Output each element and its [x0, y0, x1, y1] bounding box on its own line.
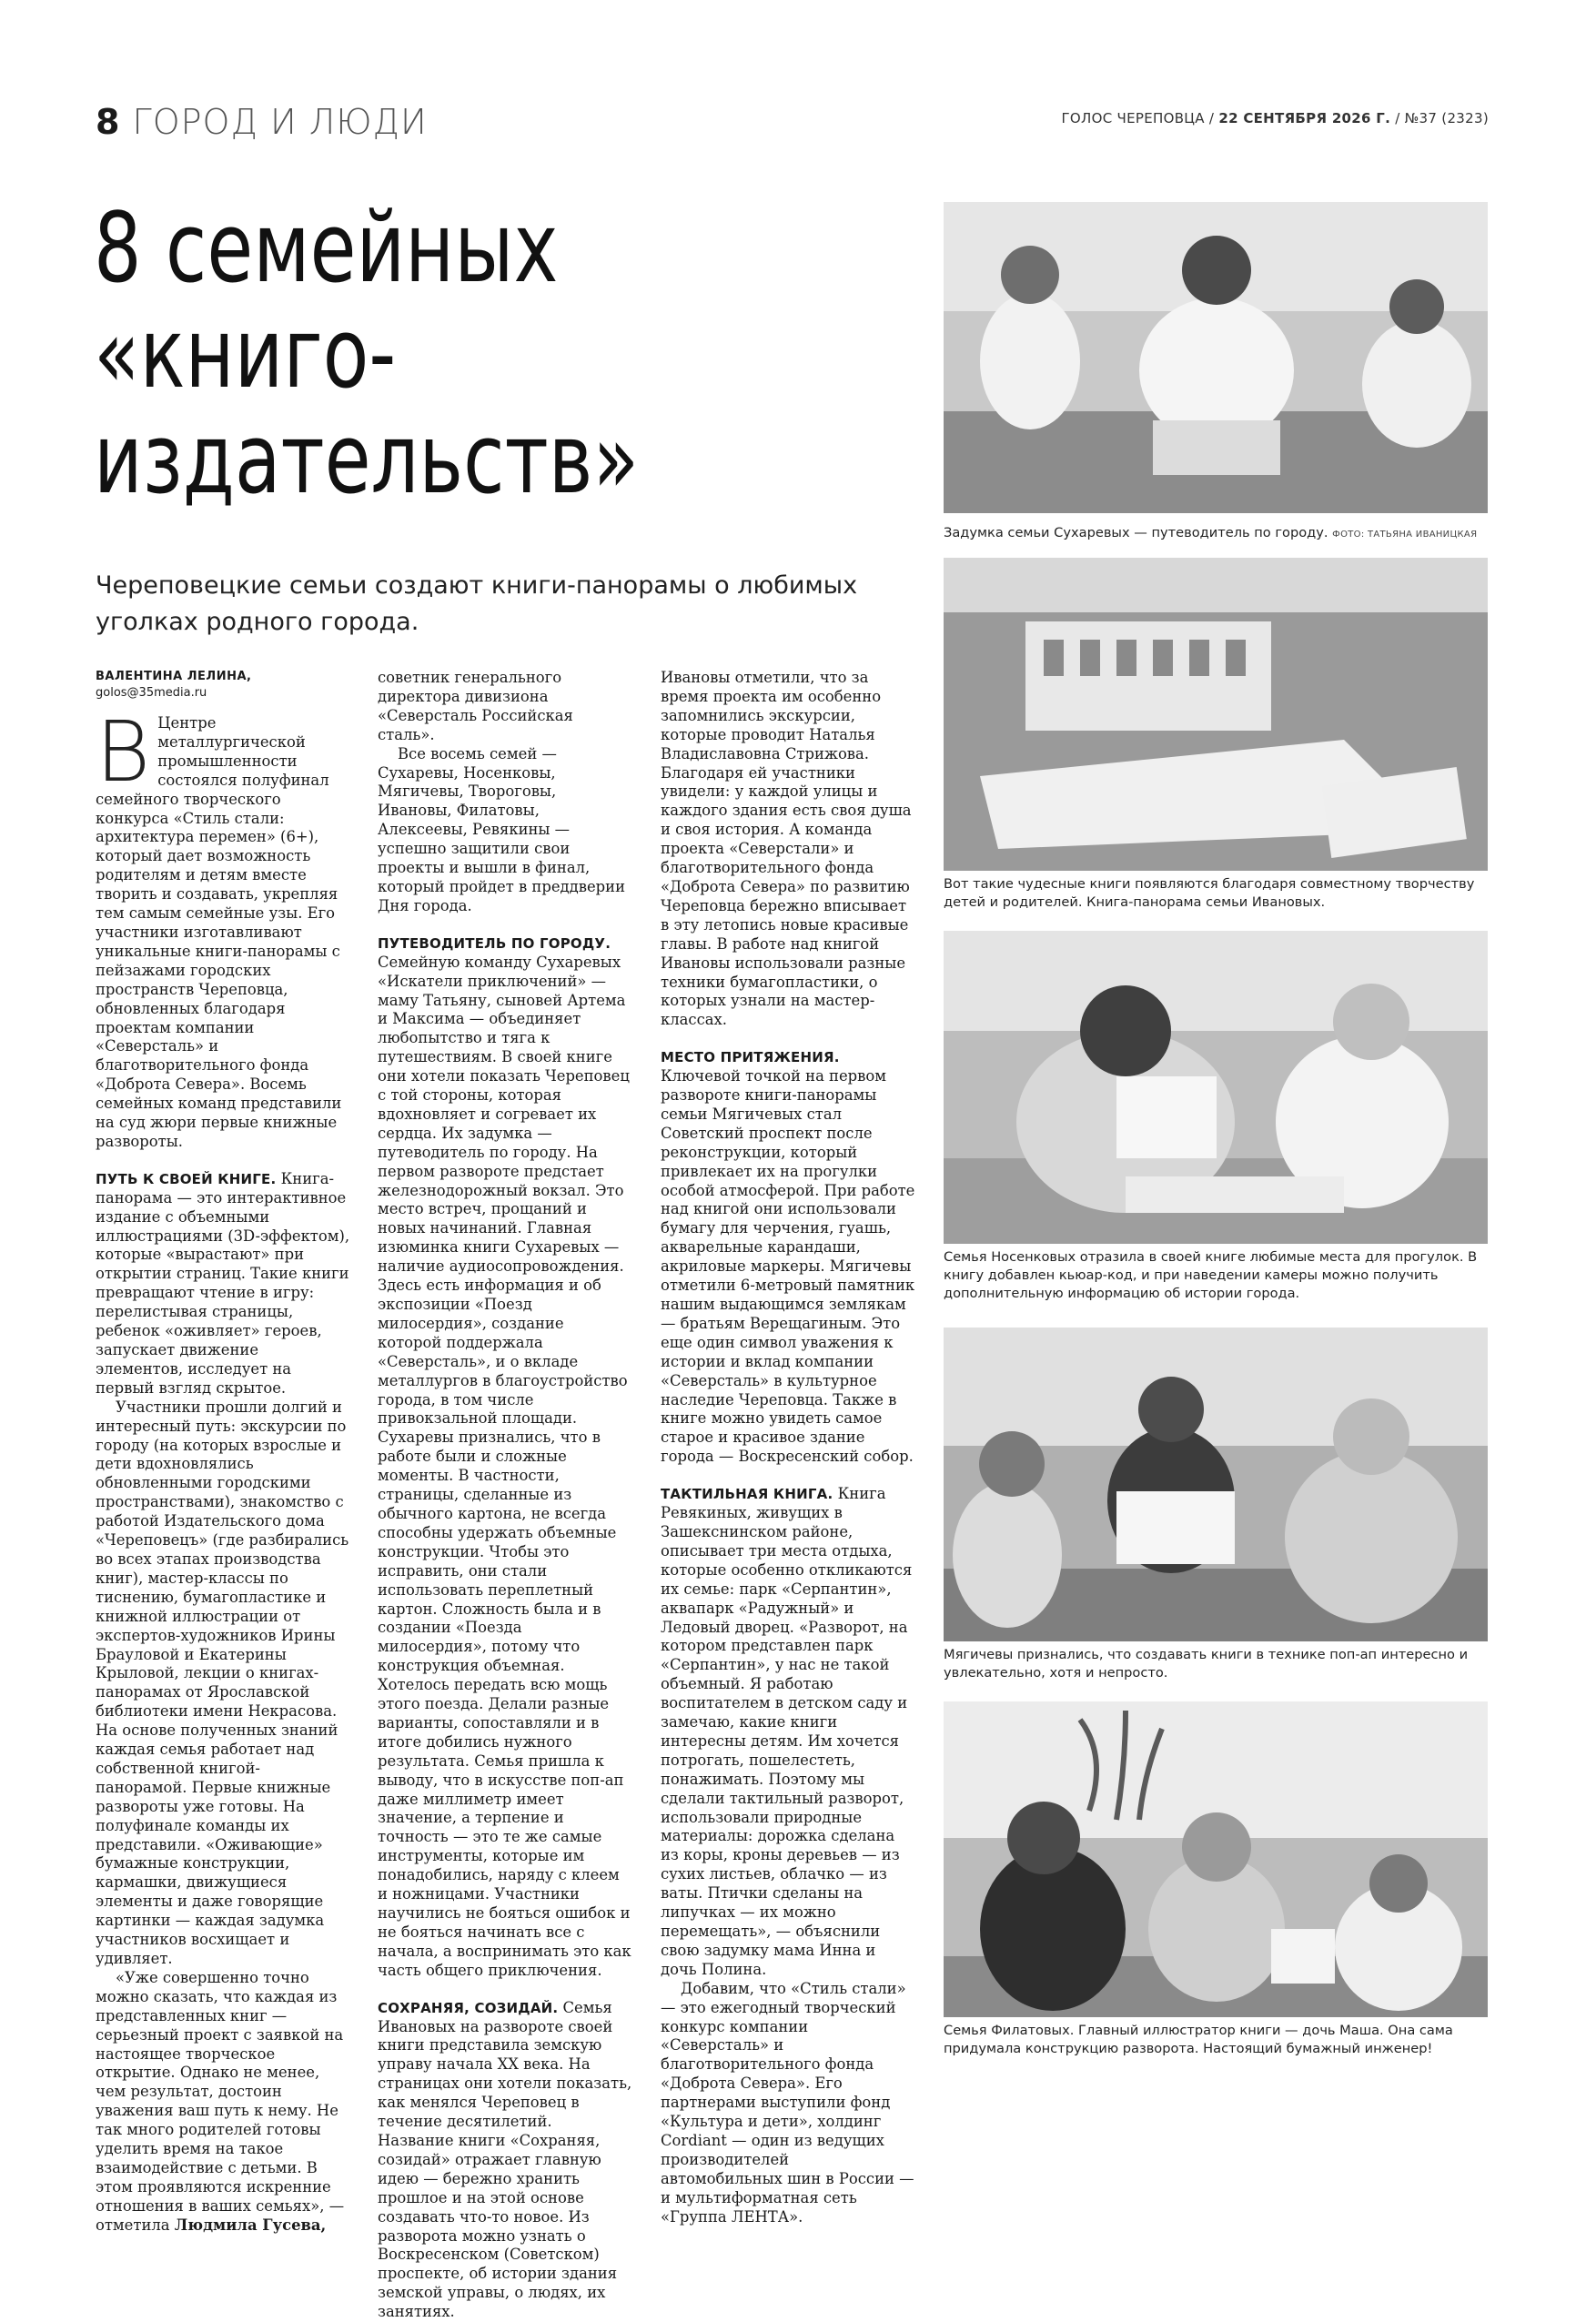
photo-myagichev-family — [944, 1328, 1488, 1641]
photo-caption: Семья Филатовых. Главный иллюстратор книги — дочь Маша. Она сама придумала конструкцию разворота. Настоящий бумажный инженер! — [944, 2023, 1453, 2056]
page-number: 8 — [96, 102, 121, 142]
headline-line: «книго- — [94, 298, 397, 409]
article-paragraph: «Уже совершенно точно можно сказать, что каждая из представленных книг — серьезный проект с заявкой на настоящее творческое открытие. Однако не менее, чем результат, достоин уважения ваш путь к нему. Не так много родителей готовы уделить время на такое взаимодействие с детьми. В этом проявляются искренние отношения в ваших семьях», — отметила Людмила Гусева, — [96, 1968, 345, 2234]
issue-number: / №37 (2323) — [1395, 110, 1489, 126]
subhead: ТАКТИЛЬНАЯ КНИГА. — [661, 1486, 833, 1503]
issue-date: 22 СЕНТЯБРЯ 2026 Г. — [1218, 110, 1391, 126]
photo-sukharev-family — [944, 202, 1488, 513]
photo-caption: Мягичевы признались, что создавать книги в технике поп-ап интересно и увлекательно, хотя и непросто. — [944, 1647, 1469, 1681]
headline-line: 8 семейных — [94, 192, 559, 304]
article-paragraph: МЕСТО ПРИТЯЖЕНИЯ. Ключевой точкой на первом развороте книги-панорамы семьи Мягичевых стал Советский проспект после реконструкции, который привлекает их на прогулки особой атмосферой. При работе над книгой они использовали бумагу для черчения, гуашь, акварельные карандаши, акриловые маркеры. Мягичевы отметили 6-метровый памятник нашим выдающимся землякам — братьям Верещагиным. Это еще один символ уважения к истории и вклад компании «Северсталь» в культурное наследие Череповца. Также в книге можно увидеть самое старое и красивое здание города — Воскресенский собор. — [661, 1049, 915, 1466]
section-title: ГОРОД И ЛЮДИ — [132, 102, 428, 142]
article-paragraph: Добавим, что «Стиль стали» — это ежегодный творческий конкурс компании «Северсталь» и благотворительного фонда «Доброта Севера». Его партнерами выступили фонд «Культура и дети», холдинг Cordiant — один из ведущих производителей автомобильных шин в России — и мультиформатная сеть «Группа ЛЕНТА». — [661, 1979, 914, 2226]
subhead: СОХРАНЯЯ, СОЗИДАЙ. — [378, 1999, 559, 2016]
article-column-2 — [378, 669, 632, 2322]
article-paragraph: ТАКТИЛЬНАЯ КНИГА. Книга Ревякиных, живущих в Зашекснинском районе, описывает три места отдыха, которые особенно откликаются их семье: парк «Серпантин», аквапарк «Радужный» и Ледовый дворец. «Разворот, на котором представлен парк «Серпантин», у нас не такой объемный. Я работаю воспитателем в детском саду и замечаю, какие книги интересны детям. Им хочется потрогать, пошелестеть, понажимать. Поэтому мы сделали тактильный разворот, использовали природные материалы: дорожка сделана из коры, кроны деревьев — из сухих листьев, облачко — из ваты. Птички сделаны на липучках — их можно перемещать», — объяснили свою задумку мама Инна и дочь Полина. — [661, 1485, 913, 1978]
subhead: ПУТЕВОДИТЕЛЬ ПО ГОРОДУ. — [378, 934, 611, 952]
article-paragraph: ПУТЕВОДИТЕЛЬ ПО ГОРОДУ. Семейную команду Сухаревых «Искатели приключений» — маму Татьяну, сыновей Артема и Максима — объединяет любопытство и тяга к путешествиям. В своей книге они хотели показать Череповец с той стороны, которая вдохновляет и согревает их сердца. Их задумка — путеводитель по городу. На первом развороте предстает железнодорожный вокзал. Это место встреч, прощаний и новых начинаний. Главная изюминка книги Сухаревых — наличие аудиосопровождения. Здесь есть информация и об экспозиции «Поезд милосердия», создание которой поддержала «Северсталь», и о вкладе металлургов в благоустройство города, в том числе привокзальной площади. Сухаревы признались, что в работе были и сложные моменты. В частности, страницы, сделанные из обычного картона, не всегда способны удержать объемные конструкции. Чтобы это исправить, они стали использовать переплетный картон. Сложность была и в создании «Поезда милосердия», потому что конструкция объемная. Хотелось передать всю мощь этого поезда. Делали разные варианты, сопоставляли и в итоге добились нужного результата. Семья пришла к выводу, что в искусстве поп-ап даже миллиметр имеет значение, а терпение и точность — это те же самые инструменты, которые им понадобились, наряду с клеем и ножницами. Участники научились не бояться ошибок и не бояться начинать все с начала, а воспринимать это как часть общего приключения. — [378, 934, 631, 1979]
author-email[interactable]: golos@35media.ru — [96, 686, 207, 700]
drop-cap: В — [96, 703, 151, 801]
page-header-right — [1061, 110, 1489, 126]
article-paragraph: Все восемь семей — Сухаревы, Носенковы, Мягичевы, Твороговы, Ивановы, Филатовы, Алексеевы, Ревякины — успешно защитили свои проекты и вышли в финал, который пройдет в преддверии Дня города. — [378, 744, 626, 914]
photo-caption: Семья Носенковых отразила в своей книге любимые места для прогулок. В книгу добавлен кьюар-код, и при наведении камеры можно получить дополнительную информацию об истории города. — [944, 1249, 1478, 1301]
article-paragraph: СОХРАНЯЯ, СОЗИДАЙ. Семья Ивановых на развороте своей книги представила земскую управу начала XX века. На страницах они хотели показать, как менялся Череповец в течение десятилетий. Название книги «Сохраняя, созидай» отражает главную идею — бережно хранить прошлое и на этой основе создавать что-то новое. Из разворота можно узнать о Воскресенском (Советском) проспекте, об истории здания земской управы, о людях, их занятиях. — [378, 1998, 632, 2321]
photo-caption: Задумка семьи Сухаревых — путеводитель по городу. ФОТО: ТАТЬЯНА ИВАНИЦКАЯ — [944, 525, 1478, 540]
article-column-1 — [96, 669, 350, 2236]
subhead: МЕСТО ПРИТЯЖЕНИЯ. — [661, 1049, 840, 1066]
lead-paragraph: Череповецкие семьи создают книги-панорамы о любимых уголках родного города. — [96, 571, 858, 636]
article-paragraph: ПУТЬ К СВОЕЙ КНИГЕ. Книга-панорама — это интерактивное издание с объемными иллюстрациями (3D-эффектом), которые «вырастают» при открытии страниц. Такие книги превращают чтение в игру: перелистывая страницы, ребенок «оживляет» героев, запускает движение элементов, исследует на первый взгляд скрытое. — [96, 1169, 350, 1397]
author-name: ВАЛЕНТИНА ЛЕЛИНА, — [96, 670, 252, 683]
photo-ivanov-book — [944, 558, 1488, 871]
photo-nosenkov-family — [944, 931, 1488, 1244]
quoted-person: Людмила Гусева, — [174, 2216, 327, 2234]
page-header-left — [96, 102, 428, 142]
article-paragraph: Ивановы отметили, что за время проекта им особенно запомнились экскурсии, которые проводит Наталья Владиславовна Стрижова. Благодаря ей участники увидели: у каждой улицы и каждого здания есть своя душа и своя история. А команда проекта «Северстали» и благотворительного фонда «Доброта Севера» по развитию Череповца бережно вписывает в эту летопись новые красивые главы. В работе над книгой Ивановы использовали разные техники бумагопластики, о которых узнали на мастер-классах. — [661, 669, 912, 1029]
photo-credit: ФОТО: ТАТЬЯНА ИВАНИЦКАЯ — [1332, 530, 1478, 540]
photo-filatov-family — [944, 1701, 1488, 2017]
byline — [96, 669, 350, 702]
article-paragraph: советник генерального директора дивизиона «Северсталь Российская сталь». — [378, 669, 573, 743]
article-paragraph: Участники прошли долгий и интересный путь: экскурсии по городу (на которых взрослые и дети вдохновлялись обновленными городскими пространствами), знакомство с работой Издательского дома «Череповецъ» (где разбирались во всех этапах производства книг), мастер-классы по тиснению, бумагопластике и книжной иллюстрации от экспертов-художников Ирины Брауловой и Екатерины Крыловой, лекции о книгах-панорамах от Ярославской библиотеки имени Некрасова. На основе полученных знаний каждая семья работает над собственной книгой-панорамой. Первые книжные развороты уже готовы. На полуфинале команды их представили. «Оживающие» бумажные конструкции, кармашки, движущиеся элементы и даже говорящие картинки — каждая задумка участников восхищает и удивляет. — [96, 1398, 349, 1967]
article-column-3 — [661, 669, 915, 2227]
headline-line: издательств» — [94, 403, 640, 515]
photo-caption: Вот такие чудесные книги появляются благодаря совместному творчеству детей и родителей. Книга-панорама семьи Ивановых. — [944, 876, 1475, 910]
paper-name: ГОЛОС ЧЕРЕПОВЦА / — [1061, 110, 1215, 126]
subhead: ПУТЬ К СВОЕЙ КНИГЕ. — [96, 1170, 277, 1187]
article-intro: В Центре металлургической промышленности состоялся полуфинал семейного творческого конкурса «Стиль стали: архитектура перемен» (6+), который дает возможность родителям и детям вместе творить и создавать, укрепляя тем самым семейные узы. Его участники изготавливают уникальные книги-панорамы с пейзажами городских пространств Череповца, обновленных благодаря проектам компании «Северсталь» и благотворительного фонда «Доброта Севера». Восемь семейных команд представили на суд жюри первые книжные развороты. — [96, 703, 342, 1150]
headline — [94, 192, 732, 515]
